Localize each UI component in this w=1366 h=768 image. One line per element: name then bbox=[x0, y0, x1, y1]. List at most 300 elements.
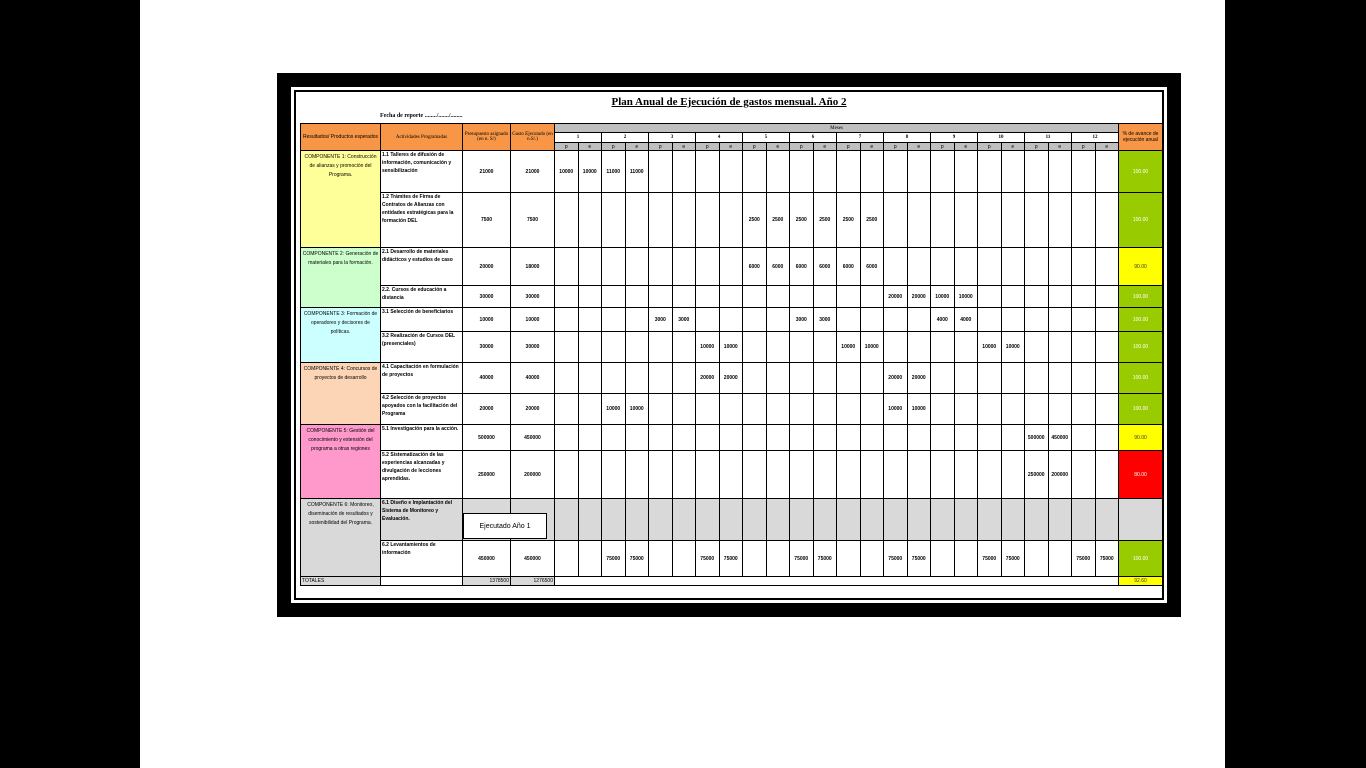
month-cell bbox=[1025, 308, 1049, 332]
month-cell bbox=[578, 286, 602, 308]
pe-header: e bbox=[1095, 143, 1119, 151]
month-cell: 75000 bbox=[696, 541, 720, 577]
ejecutado-note: Ejecutado Año 1 bbox=[463, 513, 547, 539]
month-cell bbox=[672, 425, 696, 451]
month-cell bbox=[743, 394, 767, 425]
spreadsheet bbox=[300, 94, 1158, 594]
month-cell bbox=[743, 451, 767, 499]
activity-label: 3.1 Selección de beneficiarios bbox=[381, 308, 463, 332]
month-cell bbox=[672, 151, 696, 193]
totals-presupuesto: 1378500 bbox=[463, 577, 511, 586]
month-header: 9 bbox=[931, 133, 978, 143]
month-cell bbox=[1072, 499, 1096, 541]
month-cell bbox=[1048, 541, 1072, 577]
month-cell bbox=[813, 394, 837, 425]
month-cell bbox=[743, 151, 767, 193]
month-cell bbox=[696, 193, 720, 248]
activity-label: 1.1 Talleres de difusión de información, comunicación y sensibilización bbox=[381, 151, 463, 193]
month-cell bbox=[931, 151, 955, 193]
month-cell bbox=[978, 286, 1002, 308]
month-cell bbox=[1025, 363, 1049, 394]
month-cell bbox=[884, 425, 908, 451]
month-cell bbox=[978, 151, 1002, 193]
activity-label: 6.1 Diseño e Implantación del Sistema de Monitoreo y Evaluación. bbox=[381, 499, 463, 541]
month-cell bbox=[1001, 308, 1025, 332]
presupuesto-cell: 20000 bbox=[463, 394, 511, 425]
month-cell bbox=[696, 286, 720, 308]
pe-header: p bbox=[1025, 143, 1049, 151]
month-cell bbox=[1095, 499, 1119, 541]
month-cell: 20000 bbox=[907, 286, 931, 308]
month-cell: 10000 bbox=[578, 151, 602, 193]
avance-cell: 100.00 bbox=[1119, 394, 1163, 425]
month-header: 8 bbox=[884, 133, 931, 143]
month-cell bbox=[743, 286, 767, 308]
gasto-cell: 30000 bbox=[511, 332, 555, 363]
pe-header: e bbox=[625, 143, 649, 151]
month-cell bbox=[743, 425, 767, 451]
month-cell bbox=[1095, 308, 1119, 332]
sheet-title: Plan Anual de Ejecución de gastos mensual. Año 2 bbox=[611, 96, 847, 108]
month-cell bbox=[1072, 363, 1096, 394]
gasto-cell: 40000 bbox=[511, 363, 555, 394]
month-cell bbox=[555, 286, 579, 308]
month-cell bbox=[649, 451, 673, 499]
presupuesto-cell: 21000 bbox=[463, 151, 511, 193]
month-cell bbox=[555, 363, 579, 394]
month-cell bbox=[837, 394, 861, 425]
month-cell bbox=[578, 451, 602, 499]
gasto-cell: 30000 bbox=[511, 286, 555, 308]
activity-label: 2.2. Cursos de educación a distancia bbox=[381, 286, 463, 308]
gasto-cell: 21000 bbox=[511, 151, 555, 193]
table-row bbox=[301, 499, 1163, 541]
month-cell bbox=[1025, 394, 1049, 425]
month-cell: 6000 bbox=[743, 248, 767, 286]
month-cell bbox=[719, 286, 743, 308]
month-cell bbox=[1025, 193, 1049, 248]
month-cell bbox=[837, 308, 861, 332]
avance-cell: 100.00 bbox=[1119, 332, 1163, 363]
month-cell bbox=[625, 308, 649, 332]
month-cell bbox=[625, 332, 649, 363]
month-cell: 500000 bbox=[1025, 425, 1049, 451]
avance-cell: 80.00 bbox=[1119, 451, 1163, 499]
month-cell bbox=[1001, 499, 1025, 541]
month-cell bbox=[860, 286, 884, 308]
month-cell bbox=[1048, 308, 1072, 332]
month-cell bbox=[743, 363, 767, 394]
month-cell bbox=[1048, 193, 1072, 248]
table-row bbox=[301, 286, 1163, 308]
table-row bbox=[301, 451, 1163, 499]
presupuesto-cell: 20000 bbox=[463, 248, 511, 286]
table-row bbox=[301, 248, 1163, 286]
month-cell bbox=[555, 499, 579, 541]
month-cell bbox=[649, 541, 673, 577]
pe-header: e bbox=[1001, 143, 1025, 151]
month-cell bbox=[649, 248, 673, 286]
month-cell bbox=[813, 151, 837, 193]
month-cell bbox=[1025, 248, 1049, 286]
month-cell bbox=[625, 363, 649, 394]
month-cell bbox=[766, 394, 790, 425]
month-cell bbox=[602, 286, 626, 308]
month-cell bbox=[813, 425, 837, 451]
month-cell: 75000 bbox=[719, 541, 743, 577]
month-cell bbox=[790, 363, 814, 394]
month-cell bbox=[1025, 499, 1049, 541]
month-cell bbox=[578, 308, 602, 332]
month-cell bbox=[649, 193, 673, 248]
month-cell bbox=[1072, 451, 1096, 499]
activity-label: 4.1 Capacitación en formulación de proyectos bbox=[381, 363, 463, 394]
month-cell bbox=[1072, 151, 1096, 193]
month-cell: 75000 bbox=[625, 541, 649, 577]
activity-label: 3.2 Realización de Cursos DEL (presenciales) bbox=[381, 332, 463, 363]
month-cell bbox=[578, 248, 602, 286]
table-row bbox=[301, 193, 1163, 248]
pe-header: p bbox=[649, 143, 673, 151]
pe-header: e bbox=[578, 143, 602, 151]
header-actividades: Actividades Programadas bbox=[381, 124, 463, 151]
activity-label: 2.1 Desarrollo de materiales didácticos y estudios de caso bbox=[381, 248, 463, 286]
presupuesto-cell: 30000 bbox=[463, 286, 511, 308]
month-cell: 10000 bbox=[954, 286, 978, 308]
avance-cell: 100.00 bbox=[1119, 363, 1163, 394]
month-cell bbox=[860, 151, 884, 193]
activity-label: 1.2 Trámites de Firma de Contratos de Alianzas con entidades estratégicas para la formación DEL bbox=[381, 193, 463, 248]
activity-label: 5.1 Investigación para la acción. bbox=[381, 425, 463, 451]
month-cell bbox=[813, 499, 837, 541]
table-row bbox=[301, 151, 1163, 193]
month-cell: 10000 bbox=[907, 394, 931, 425]
month-cell: 250000 bbox=[1025, 451, 1049, 499]
month-cell bbox=[1001, 248, 1025, 286]
month-cell: 10000 bbox=[625, 394, 649, 425]
month-cell bbox=[1095, 394, 1119, 425]
month-cell bbox=[1025, 332, 1049, 363]
component-label: COMPONENTE 2: Generación de materiales para la formación. bbox=[301, 248, 381, 308]
month-cell bbox=[790, 451, 814, 499]
month-cell bbox=[672, 499, 696, 541]
month-cell bbox=[813, 286, 837, 308]
month-cell bbox=[602, 193, 626, 248]
activity-label: 4.2 Selección de proyectos apoyados con la facilitación del Programa bbox=[381, 394, 463, 425]
month-cell bbox=[672, 332, 696, 363]
month-cell bbox=[1001, 193, 1025, 248]
month-cell bbox=[1001, 286, 1025, 308]
month-cell bbox=[766, 425, 790, 451]
month-cell: 75000 bbox=[813, 541, 837, 577]
month-cell: 6000 bbox=[860, 248, 884, 286]
gasto-cell: 200000 bbox=[511, 451, 555, 499]
pe-header: p bbox=[555, 143, 579, 151]
month-cell bbox=[743, 499, 767, 541]
month-cell bbox=[1048, 286, 1072, 308]
month-cell bbox=[860, 394, 884, 425]
component-label: COMPONENTE 3: Formación de operadores y decisores de políticas. bbox=[301, 308, 381, 363]
month-cell bbox=[790, 499, 814, 541]
month-cell bbox=[884, 499, 908, 541]
month-cell bbox=[602, 425, 626, 451]
month-cell bbox=[766, 541, 790, 577]
month-cell bbox=[790, 425, 814, 451]
totals-gasto: 1276500 bbox=[511, 577, 555, 586]
month-cell bbox=[766, 332, 790, 363]
month-cell: 20000 bbox=[719, 363, 743, 394]
month-cell bbox=[625, 425, 649, 451]
header-resultados: Resultados/ Productos esperados bbox=[301, 124, 381, 151]
month-cell bbox=[907, 308, 931, 332]
month-cell bbox=[602, 451, 626, 499]
budget-table bbox=[300, 123, 1163, 586]
month-cell bbox=[907, 451, 931, 499]
month-cell: 10000 bbox=[1001, 332, 1025, 363]
month-cell: 10000 bbox=[555, 151, 579, 193]
month-cell bbox=[860, 425, 884, 451]
month-cell: 2500 bbox=[743, 193, 767, 248]
totals-row bbox=[301, 577, 1163, 586]
month-cell bbox=[954, 332, 978, 363]
month-header: 3 bbox=[649, 133, 696, 143]
activity-label: 6.2 Levantamientos de información bbox=[381, 541, 463, 577]
pe-header: e bbox=[954, 143, 978, 151]
month-cell bbox=[1095, 151, 1119, 193]
month-cell bbox=[649, 499, 673, 541]
month-cell bbox=[954, 425, 978, 451]
month-cell bbox=[578, 193, 602, 248]
pe-header: e bbox=[719, 143, 743, 151]
month-cell bbox=[555, 451, 579, 499]
month-cell: 11000 bbox=[625, 151, 649, 193]
month-cell bbox=[719, 425, 743, 451]
pe-header: p bbox=[837, 143, 861, 151]
month-cell bbox=[766, 363, 790, 394]
component-label: COMPONENTE 4: Concursos de proyectos de desarrollo bbox=[301, 363, 381, 425]
month-cell bbox=[978, 425, 1002, 451]
month-cell bbox=[931, 248, 955, 286]
month-cell bbox=[1072, 248, 1096, 286]
month-cell bbox=[907, 151, 931, 193]
month-cell bbox=[555, 193, 579, 248]
month-cell bbox=[837, 425, 861, 451]
month-cell bbox=[1095, 332, 1119, 363]
month-cell bbox=[719, 499, 743, 541]
month-cell bbox=[931, 451, 955, 499]
table-row bbox=[301, 308, 1163, 332]
month-cell: 75000 bbox=[602, 541, 626, 577]
month-cell: 10000 bbox=[860, 332, 884, 363]
month-cell: 10000 bbox=[931, 286, 955, 308]
month-cell bbox=[1072, 425, 1096, 451]
month-cell: 20000 bbox=[907, 363, 931, 394]
month-cell bbox=[555, 541, 579, 577]
month-cell bbox=[931, 363, 955, 394]
month-cell bbox=[649, 394, 673, 425]
month-cell bbox=[837, 286, 861, 308]
month-cell: 20000 bbox=[696, 363, 720, 394]
month-cell: 75000 bbox=[790, 541, 814, 577]
month-cell bbox=[884, 308, 908, 332]
avance-cell bbox=[1119, 499, 1163, 541]
month-cell bbox=[1048, 499, 1072, 541]
pe-header: e bbox=[1048, 143, 1072, 151]
month-cell: 10000 bbox=[978, 332, 1002, 363]
month-cell: 75000 bbox=[1072, 541, 1096, 577]
month-cell bbox=[766, 499, 790, 541]
gasto-cell: 450000 bbox=[511, 541, 555, 577]
table-row bbox=[301, 541, 1163, 577]
month-cell bbox=[743, 332, 767, 363]
header-gasto: Gasto Ejecutado (en n.S/.) bbox=[511, 124, 555, 151]
month-cell bbox=[649, 425, 673, 451]
month-cell: 6000 bbox=[766, 248, 790, 286]
pe-header: e bbox=[813, 143, 837, 151]
month-cell bbox=[696, 499, 720, 541]
month-cell bbox=[1048, 394, 1072, 425]
month-header: 7 bbox=[837, 133, 884, 143]
month-header: 1 bbox=[555, 133, 602, 143]
pe-header: p bbox=[978, 143, 1002, 151]
month-cell bbox=[837, 151, 861, 193]
pe-header: p bbox=[790, 143, 814, 151]
month-cell bbox=[625, 248, 649, 286]
month-cell bbox=[978, 193, 1002, 248]
month-cell: 10000 bbox=[719, 332, 743, 363]
month-cell: 200000 bbox=[1048, 451, 1072, 499]
pe-header: e bbox=[766, 143, 790, 151]
month-cell bbox=[672, 248, 696, 286]
month-cell: 6000 bbox=[790, 248, 814, 286]
month-cell bbox=[602, 499, 626, 541]
pe-header: p bbox=[931, 143, 955, 151]
pe-header: e bbox=[672, 143, 696, 151]
month-cell bbox=[954, 394, 978, 425]
header-avance: % de avance de ejecución anual bbox=[1119, 124, 1163, 151]
month-cell bbox=[766, 286, 790, 308]
avance-cell: 100.00 bbox=[1119, 151, 1163, 193]
month-cell: 3000 bbox=[813, 308, 837, 332]
table-row bbox=[301, 332, 1163, 363]
gasto-cell: 18000 bbox=[511, 248, 555, 286]
month-cell bbox=[578, 332, 602, 363]
month-cell bbox=[1048, 248, 1072, 286]
month-header: 12 bbox=[1072, 133, 1119, 143]
totals-avance: 92.60 bbox=[1119, 577, 1163, 586]
month-cell bbox=[649, 332, 673, 363]
avance-cell: 100.00 bbox=[1119, 541, 1163, 577]
totals-blank bbox=[381, 577, 463, 586]
month-cell bbox=[954, 363, 978, 394]
component-label: COMPONENTE 1: Construcción de alianzas y promoción del Programa. bbox=[301, 151, 381, 248]
presupuesto-cell: 7500 bbox=[463, 193, 511, 248]
month-cell bbox=[555, 332, 579, 363]
month-cell bbox=[719, 151, 743, 193]
component-label: COMPONENTE 5: Gestión del conocimiento y extensión del programa a otras regiones bbox=[301, 425, 381, 499]
month-cell bbox=[602, 308, 626, 332]
month-cell bbox=[578, 541, 602, 577]
month-cell bbox=[907, 332, 931, 363]
header-meses: Meses bbox=[555, 124, 1119, 133]
pe-header: p bbox=[1072, 143, 1096, 151]
month-cell: 2500 bbox=[813, 193, 837, 248]
month-cell bbox=[696, 451, 720, 499]
presupuesto-cell: 10000 bbox=[463, 308, 511, 332]
avance-cell: 90.00 bbox=[1119, 425, 1163, 451]
gasto-cell: 10000 bbox=[511, 308, 555, 332]
month-cell bbox=[931, 332, 955, 363]
month-header: 6 bbox=[790, 133, 837, 143]
month-cell: 2500 bbox=[790, 193, 814, 248]
month-cell bbox=[672, 193, 696, 248]
month-cell bbox=[719, 394, 743, 425]
month-cell bbox=[1048, 151, 1072, 193]
presupuesto-cell: 450000 bbox=[463, 541, 511, 577]
month-cell bbox=[978, 248, 1002, 286]
month-cell: 2500 bbox=[837, 193, 861, 248]
table-row bbox=[301, 394, 1163, 425]
pe-header: p bbox=[602, 143, 626, 151]
month-cell bbox=[978, 451, 1002, 499]
month-cell bbox=[884, 451, 908, 499]
month-header: 4 bbox=[696, 133, 743, 143]
month-cell bbox=[625, 286, 649, 308]
month-header: 2 bbox=[602, 133, 649, 143]
month-cell bbox=[860, 499, 884, 541]
month-cell bbox=[907, 499, 931, 541]
month-cell bbox=[813, 451, 837, 499]
month-cell bbox=[696, 394, 720, 425]
month-cell bbox=[790, 394, 814, 425]
month-cell bbox=[931, 394, 955, 425]
presupuesto-cell: 250000 bbox=[463, 451, 511, 499]
month-cell bbox=[602, 332, 626, 363]
month-cell bbox=[743, 541, 767, 577]
month-cell bbox=[1001, 394, 1025, 425]
month-cell bbox=[860, 308, 884, 332]
month-header: 5 bbox=[743, 133, 790, 143]
month-cell bbox=[1025, 151, 1049, 193]
month-cell bbox=[813, 332, 837, 363]
header-presupuesto: Presupuesto asignado (en n. S/) bbox=[463, 124, 511, 151]
month-cell bbox=[1095, 286, 1119, 308]
month-cell bbox=[907, 248, 931, 286]
month-cell: 75000 bbox=[1001, 541, 1025, 577]
month-cell: 2500 bbox=[860, 193, 884, 248]
month-cell bbox=[954, 151, 978, 193]
month-cell bbox=[1072, 394, 1096, 425]
month-cell: 75000 bbox=[978, 541, 1002, 577]
month-cell bbox=[978, 499, 1002, 541]
month-cell bbox=[954, 541, 978, 577]
month-cell bbox=[719, 193, 743, 248]
activity-label: 5.2 Sistematización de las experiencias alcanzadas y divulgación de lecciones aprendidas. bbox=[381, 451, 463, 499]
month-cell bbox=[954, 248, 978, 286]
month-cell bbox=[696, 308, 720, 332]
month-cell bbox=[1048, 363, 1072, 394]
month-cell bbox=[766, 451, 790, 499]
month-cell bbox=[649, 363, 673, 394]
month-cell: 10000 bbox=[696, 332, 720, 363]
month-cell bbox=[931, 499, 955, 541]
month-cell: 6000 bbox=[813, 248, 837, 286]
month-cell bbox=[1025, 286, 1049, 308]
month-cell bbox=[672, 286, 696, 308]
month-cell bbox=[602, 363, 626, 394]
month-cell bbox=[1001, 363, 1025, 394]
month-cell bbox=[719, 308, 743, 332]
